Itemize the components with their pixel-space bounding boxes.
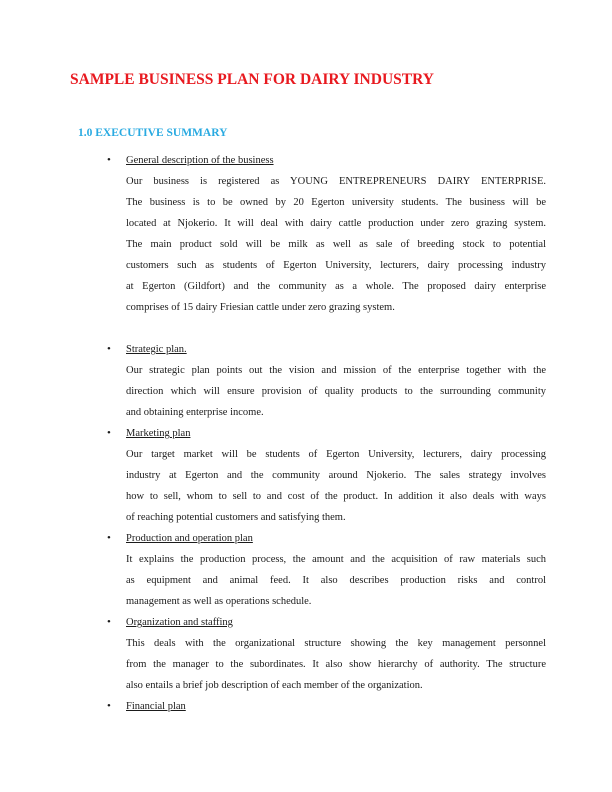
bullet-item [107, 696, 546, 717]
body-text-line: The business is to be owned by 20 Egerton university students. The business will be [126, 197, 546, 208]
bullet-heading: Production and operation plan [126, 533, 253, 544]
bullet-heading: General description of the business [126, 155, 274, 166]
bullet-body [126, 444, 546, 528]
section-heading-executive-summary: 1.0 EXECUTIVE SUMMARY [78, 127, 228, 139]
body-text-line: customers such as students of Egerton University, lecturers, dairy processing industry [126, 260, 546, 271]
bullet-body [126, 360, 546, 423]
bullet-icon: • [107, 532, 111, 544]
bullet-item [107, 339, 546, 423]
body-text-line: management as well as operations schedule. [126, 596, 312, 607]
bullet-item [107, 612, 546, 696]
body-text-line: It explains the production process, the amount and the acquisition of raw materials such [126, 554, 546, 565]
body-text-line: from the manager to the subordinates. It also show hierarchy of authority. The structure [126, 659, 546, 670]
bullet-icon: • [107, 427, 111, 439]
body-text-line: The main product sold will be milk as well as sale of breeding stock to potential [126, 239, 546, 250]
bullet-icon: • [107, 154, 111, 166]
bullet-item [107, 423, 546, 528]
body-text-line: as equipment and animal feed. It also describes production risks and control [126, 575, 546, 586]
bullet-heading: Financial plan [126, 701, 186, 712]
body-text-line: at Egerton (Gildfort) and the community as a whole. The proposed dairy enterprise [126, 281, 546, 292]
body-text-line: direction which will ensure provision of quality products to the surrounding community [126, 386, 546, 397]
executive-summary-bullet-list [70, 150, 546, 717]
body-text-line: how to sell, whom to sell to and cost of the product. In addition it also deals with ways [126, 491, 546, 502]
body-text-line: Our strategic plan points out the vision and mission of the enterprise together with the [126, 365, 546, 376]
bullet-icon: • [107, 343, 111, 355]
body-text-line: of reaching potential customers and satisfying them. [126, 512, 346, 523]
body-text-line: industry at Egerton and the community around Njokerio. The sales strategy involves [126, 470, 546, 481]
body-text-line: and obtaining enterprise income. [126, 407, 264, 418]
bullet-icon: • [107, 700, 111, 712]
body-text-line: Our business is registered as YOUNG ENTREPRENEURS DAIRY ENTERPRISE. [126, 176, 546, 187]
body-text-line: comprises of 15 dairy Friesian cattle under zero grazing system. [126, 302, 395, 313]
bullet-heading: Marketing plan [126, 428, 191, 439]
bullet-item [107, 150, 546, 318]
bullet-heading: Organization and staffing [126, 617, 233, 628]
body-text-line: Our target market will be students of Egerton University, lecturers, dairy processing [126, 449, 546, 460]
bullet-body [126, 171, 546, 318]
bullet-icon: • [107, 616, 111, 628]
body-text-line: This deals with the organizational structure showing the key management personnel [126, 638, 546, 649]
bullet-item [107, 528, 546, 612]
document-title: SAMPLE BUSINESS PLAN FOR DAIRY INDUSTRY [70, 71, 434, 88]
bullet-body [126, 549, 546, 612]
bullet-body [126, 633, 546, 696]
bullet-heading: Strategic plan. [126, 344, 187, 355]
body-text-line: also entails a brief job description of each member of the organization. [126, 680, 423, 691]
body-text-line: located at Njokerio. It will deal with dairy cattle production under zero grazing system. [126, 218, 546, 229]
